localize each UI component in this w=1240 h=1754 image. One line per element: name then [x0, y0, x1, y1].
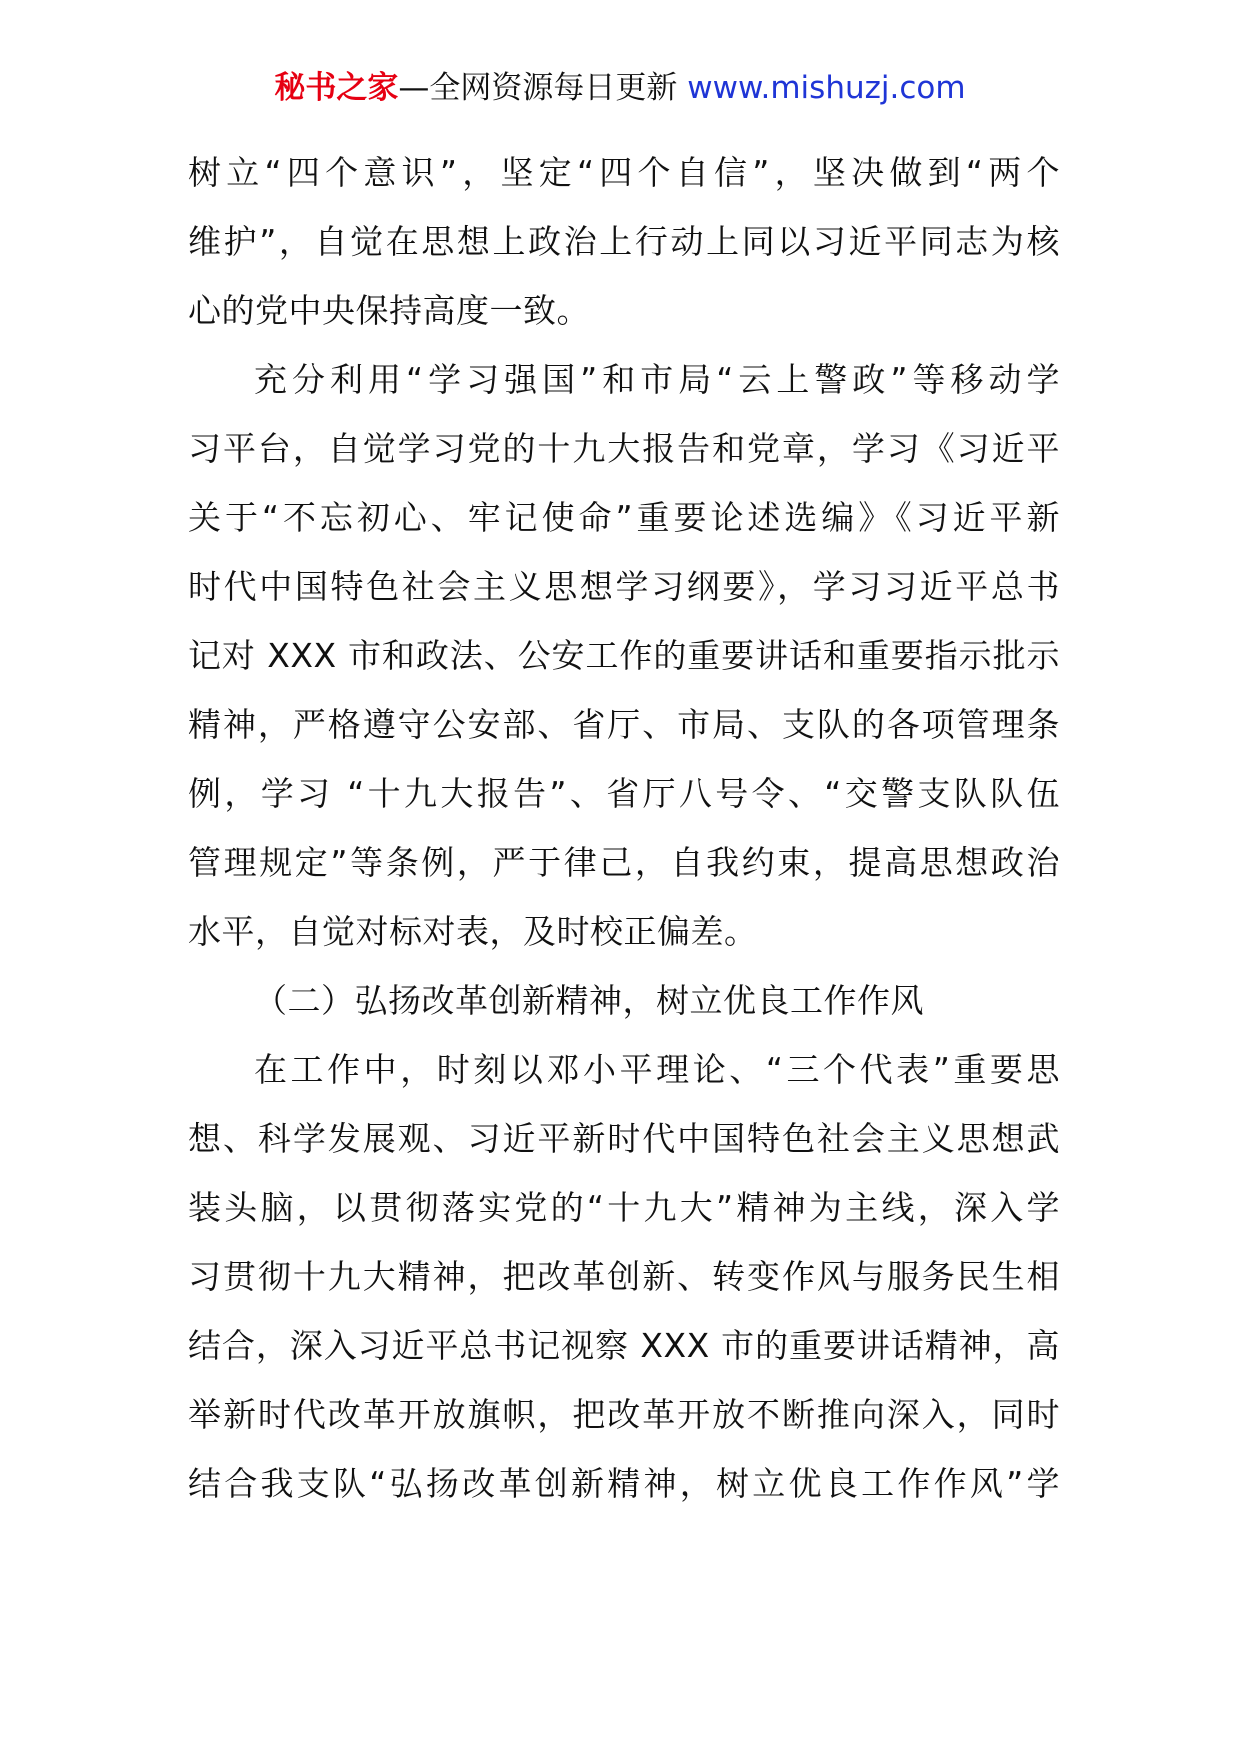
text-line: 结合我支队“弘扬改革创新精神，树立优良工作作风”学: [188, 1464, 1060, 1503]
brand-name: 秘书之家: [274, 70, 399, 106]
heading-line: （二）弘扬改革创新精神，树立优良工作作风: [254, 981, 924, 1020]
document-body: [188, 138, 1060, 1518]
text-line: 关于“不忘初心、牢记使命”重要论述选编》《习近平新: [188, 498, 1060, 537]
text-line: 习贯彻十九大精神，把改革创新、转变作风与服务民生相: [188, 1257, 1060, 1296]
text-line: 精神，严格遵守公安部、省厅、市局、支队的各项管理条: [188, 705, 1060, 744]
paragraph-1: [188, 138, 1060, 345]
text-line: 想、科学发展观、习近平新时代中国特色社会主义思想武: [188, 1119, 1060, 1158]
text-line: 装头脑，以贯彻落实党的“十九大”精神为主线，深入学: [188, 1188, 1060, 1227]
text-line: 在工作中，时刻以邓小平理论、“三个代表”重要思: [254, 1050, 1060, 1089]
website-link[interactable]: www.mishuzj.com: [687, 70, 966, 106]
text-line: 结合，深入习近平总书记视察 XXX 市的重要讲话精神，高: [188, 1326, 1060, 1365]
text-line: 例，学习 “十九大报告”、省厅八号令、“交警支队队伍: [188, 774, 1060, 813]
header-slogan: —全网资源每日更新: [398, 70, 678, 106]
section-heading: [188, 966, 1060, 1035]
text-line: 习平台，自觉学习党的十九大报告和党章，学习《习近平: [188, 429, 1060, 468]
paragraph-2: [188, 345, 1060, 966]
text-line: 时代中国特色社会主义思想学习纲要》，学习习近平总书: [188, 567, 1060, 606]
page-header: [0, 66, 1240, 110]
text-line: 树立“四个意识”，坚定“四个自信”，坚决做到“两个: [188, 153, 1060, 192]
text-line: 记对 XXX 市和政法、公安工作的重要讲话和重要指示批示: [188, 636, 1060, 675]
paragraph-3: [188, 1035, 1060, 1518]
text-line: 心的党中央保持高度一致。: [188, 291, 590, 330]
text-line: 充分利用“学习强国”和市局“云上警政”等移动学: [254, 360, 1060, 399]
text-line: 举新时代改革开放旗帜，把改革开放不断推向深入，同时: [188, 1395, 1060, 1434]
text-line: 水平，自觉对标对表，及时校正偏差。: [188, 912, 758, 951]
text-line: 维护”，自觉在思想上政治上行动上同以习近平同志为核: [188, 222, 1060, 261]
text-line: 管理规定”等条例，严于律己，自我约束，提高思想政治: [188, 843, 1060, 882]
